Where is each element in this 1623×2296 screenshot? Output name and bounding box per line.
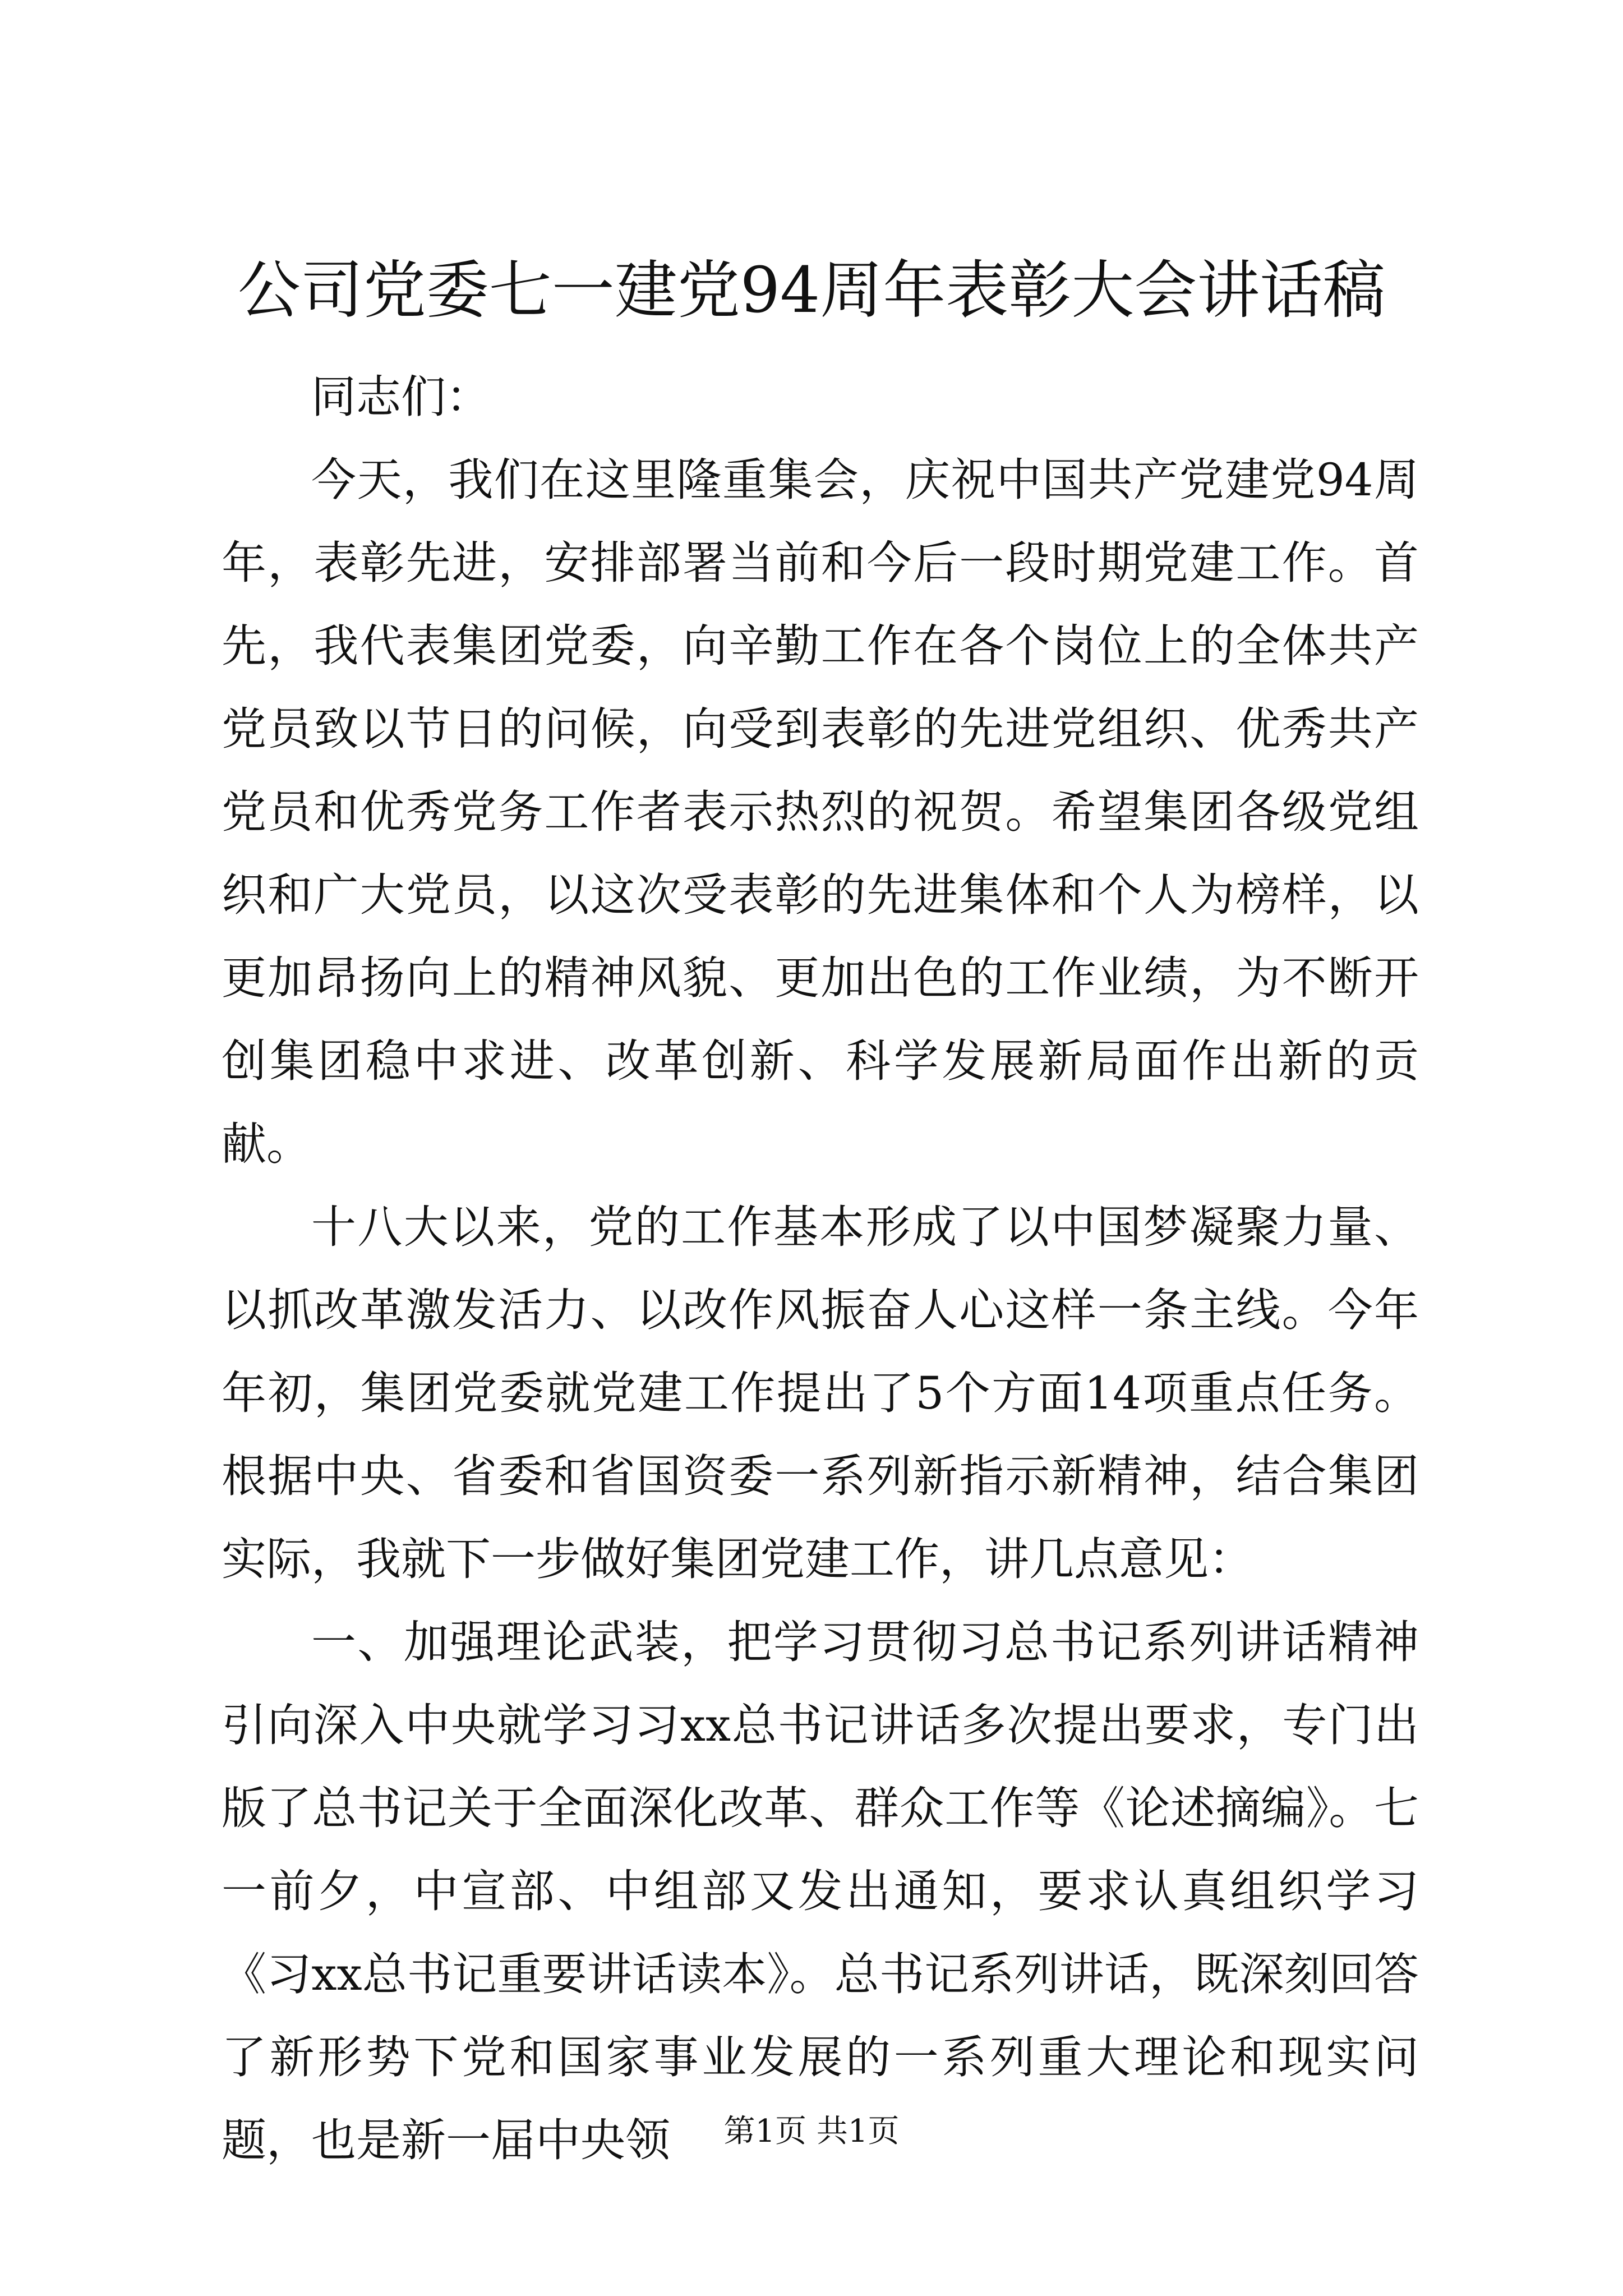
document-title: 公司党委七一建党94周年表彰大会讲话稿 — [237, 254, 1386, 327]
paragraph-point-one: 一、加强理论武装，把学习贯彻习总书记系列讲话精神引向深入中央就学习习xx总书记讲话多次提出要求，专门出版了总书记关于全面深化改革、群众工作等《论述摘编》。七一前夕，中宣部、中组部又发出通知，要求认真组织学习《习xx总书记重要讲话读本》。总书记系列讲话，既深刻回答了新形势下党和国家事业发展的一系列重大理论和现实问题，也是新一届中央领 — [222, 1616, 1419, 2166]
paragraph-opening: 今天，我们在这里隆重集会，庆祝中国共产党建党94周年，表彰先进，安排部署当前和今后一段时期党建工作。首先，我代表集团党委，向辛勤工作在各个岗位上的全体共产党员致以节日的问候，向受到表彰的先进党组织、优秀共产党员和优秀党务工作者表示热烈的祝贺。希望集团各级党组织和广大党员，以这次受表彰的先进集体和个人为榜样，以更加昂扬向上的精神风貌、更加出色的工作业绩，为不断开创集团稳中求进、改革创新、科学发展新局面作出新的贡献。 — [222, 454, 1419, 1170]
document-body — [222, 356, 1419, 2182]
page-footer: 第1页 共1页 — [723, 2113, 900, 2150]
paragraph-main-line: 十八大以来，党的工作基本形成了以中国梦凝聚力量、以抓改革激发活力、以改作风振奋人心这样一条主线。今年年初，集团党委就党建工作提出了5个方面14项重点任务。根据中央、省委和省国资委一系列新指示新精神，结合集团实际，我就下一步做好集团党建工作，讲几点意见： — [222, 1201, 1419, 1585]
paragraph-salutation: 同志们： — [311, 371, 491, 423]
